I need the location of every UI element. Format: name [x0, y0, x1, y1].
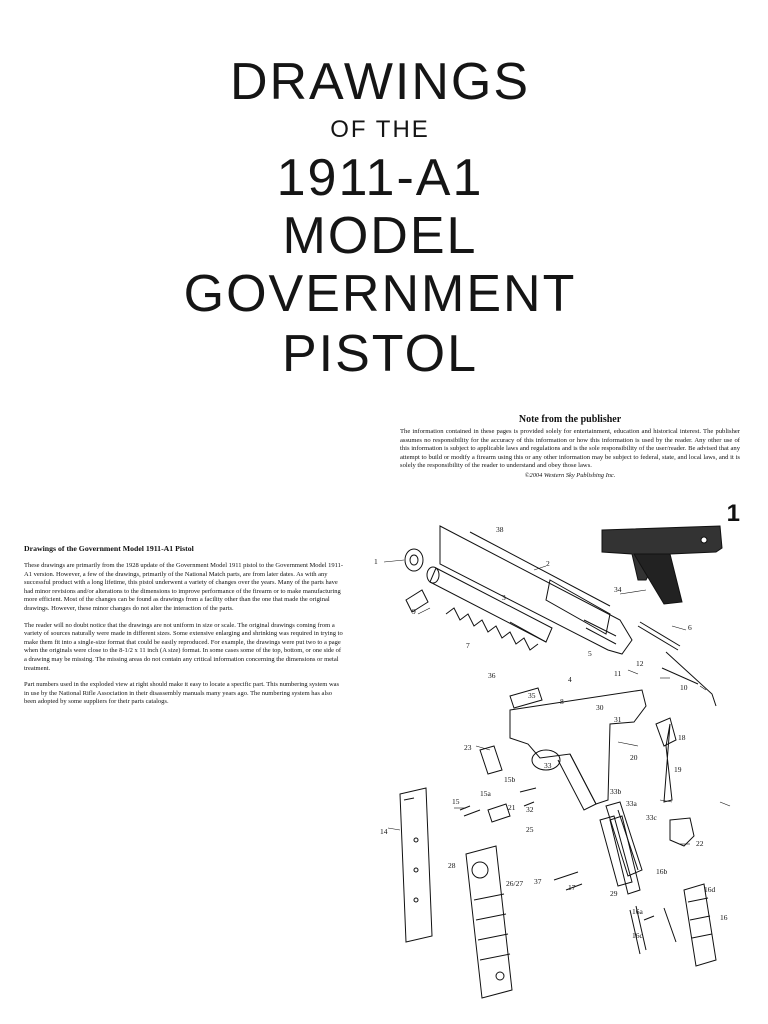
part-label: 31	[614, 715, 622, 724]
part-label: 19	[674, 765, 682, 774]
barrel-bushing-part	[405, 549, 428, 612]
part-label: 6	[688, 623, 692, 632]
part-label: 21	[508, 803, 516, 812]
part-label: 1	[374, 557, 378, 566]
part-label: 12	[636, 659, 644, 668]
part-label: 8	[560, 697, 564, 706]
publisher-copyright: ©2004 Western Sky Publishing Inc.	[524, 471, 616, 479]
title-line-drawings: DRAWINGS	[229, 53, 531, 111]
part-label: 3	[502, 593, 506, 602]
part-label: 2	[546, 559, 550, 568]
magazine-part	[400, 788, 432, 942]
part-label: 22	[696, 839, 704, 848]
frame-part	[510, 690, 646, 810]
article-paragraph-3: Part numbers used in the exploded view at right should make it easy to locate a specific part. This numbering system was in use by the National Rifle Association in their disassembly manuals many years ago. The numbering system has also been adopted by some suppliers for their parts catalogs.	[24, 681, 340, 706]
part-label: 36	[488, 671, 496, 680]
part-label: 28	[448, 861, 456, 870]
part-label: 37	[534, 877, 542, 886]
article-heading: Drawings of the Government Model 1911-A1 Pistol	[24, 544, 194, 553]
title-line-model-number: 1911-A1	[276, 149, 484, 207]
part-label: 32	[526, 805, 534, 814]
part-label: 11	[614, 669, 622, 678]
part-label: 18	[678, 733, 686, 742]
part-label: 35	[528, 691, 536, 700]
title-line-pistol: PISTOL	[281, 325, 478, 383]
small-pins	[460, 788, 676, 954]
grip-panel-left	[466, 846, 512, 998]
part-label: 33a	[626, 799, 637, 808]
title-line-model: MODEL	[282, 207, 478, 265]
trigger-part	[480, 746, 510, 822]
hammer-part	[656, 718, 676, 802]
article	[24, 544, 344, 715]
part-label: 4	[568, 675, 572, 684]
part-label: 9	[412, 607, 416, 616]
part-label: 33b	[610, 787, 622, 796]
part-label: 33c	[646, 813, 657, 822]
part-label: 15b	[504, 775, 516, 784]
part-label: 26/27	[506, 879, 524, 888]
part-label: 7	[466, 641, 470, 650]
exploded-view-svg	[370, 510, 760, 1010]
publisher-note-heading: Note from the publisher	[518, 414, 622, 425]
part-label: 5	[588, 649, 592, 658]
part-label: 29	[610, 889, 618, 898]
part-label: 15	[452, 797, 460, 806]
title-line-of-the: OF THE	[330, 116, 430, 143]
part-label: 17	[568, 883, 576, 892]
part-label: 20	[630, 753, 638, 762]
part-label: 34	[614, 585, 622, 594]
part-label: 16a	[632, 907, 643, 916]
publisher-note-body: The information contained in these pages is provided solely for entertainment, education and historical interest. The publisher assumes no responsibility for the accuracy of this information or how this information is used by the reader. Any other use of this information is subject to applicable laws and regulations and is the sole responsibility of the user/reader. Be advised that any attempt to build or modify a firearm using this or any other information may be subject to federal, state, and local laws, and it is solely the responsibility of the reader to understand and obey those laws.	[400, 428, 740, 470]
part-label: 25	[526, 825, 534, 834]
part-label: 16c	[632, 931, 643, 940]
part-label: 16	[720, 913, 728, 922]
part-label: 16d	[704, 885, 716, 894]
part-label: 23	[464, 743, 472, 752]
part-label: 10	[680, 683, 688, 692]
page-number: 1	[726, 500, 740, 527]
publisher-note	[400, 414, 740, 479]
part-label: 33	[544, 761, 552, 770]
part-label: 15a	[480, 789, 491, 798]
article-paragraph-1: These drawings are primarily from the 1928 update of the Government Model 1911 pistol to the Government Model 1911-A1 version. However, a few of the drawings, primarily of the National Match parts, are from later dates. As with any successful product with a long lifetime, this pistol underwent a variety of changes over the years. Many of the parts have had minor revisions and/or alterations to the dimensions to improve performance of the firearm or to make manufacturing more efficient. Most of the changes can be found as drawings from a facility other than the one that made the original drawings. However, these minor changes do not alter the interaction of the parts.	[24, 562, 344, 612]
grip-panel-right	[684, 884, 716, 966]
part-label: 38	[496, 525, 504, 534]
part-label: 30	[596, 703, 604, 712]
article-paragraph-2: The reader will no doubt notice that the drawings are not uniform in size or scale. The original drawings coming from a variety of sources naturally were made in different sizes. Some extensive enlarging and shrinking was required in trying to make them fit into a single-size format that could be easily reproduced. For example, the drawings were put two to a page when the originals were close to the 8-1/2 x 11 inch (A size) format. In some cases some of the top, bottom, or one side of a drawing may be missing. The missing areas do not contain any critical information concerning the dimensions or metal treatment.	[24, 621, 343, 672]
firing-pin-part	[638, 622, 716, 706]
title-line-government: GOVERNMENT	[183, 265, 577, 323]
exploded-view-diagram	[370, 510, 760, 1010]
part-label: 14	[380, 827, 388, 836]
slide-stop-part	[510, 688, 542, 708]
part-label: 16b	[656, 867, 668, 876]
grip-safety-part	[670, 818, 694, 846]
